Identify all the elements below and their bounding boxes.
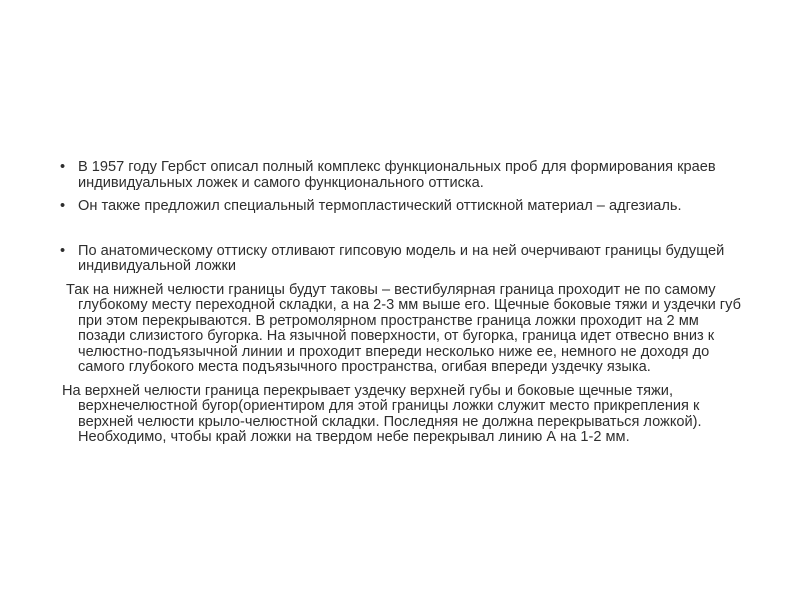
bullet-dot-icon: • — [60, 198, 66, 214]
bullet-dot-icon: • — [60, 242, 66, 259]
bullet-text-3: По анатомическому оттиску отливают гипсовую модель и на ней очерчивают границы будущей индивидуальной ложки — [78, 242, 725, 274]
bullet-dot-icon: • — [60, 159, 66, 175]
paragraph-upper-jaw: На верхней челюсти граница перекрывает уздечку верхней губы и боковые щечные тяжи, верхнечелюстной бугор(ориентиром для этой границы ложки служит место прикрепления к верхней челюсти крыло-челюстной складки. Последняя не должна перекрываться ложкой). Необходимо, чтобы край ложки на твердом небе перекрывал линию А на 1-2 мм. — [62, 382, 702, 445]
bullet-text-2: Он также предложил специальный термопластический оттискной материал – адгезиаль. — [78, 198, 682, 214]
paragraph-lower-jaw: Так на нижней челюсти границы будут таковы – вестибулярная граница проходит не по самому глубокому месту переходной складки, а на 2-3 мм выше его. Щечные боковые тяжи и уздечки губ при этом перекрываются. В ретромолярном пространстве граница ложки проходит на 2 мм позади слизистого бугорка. На язычной поверхности, от бугорка, граница идет отвесно вниз к челюстно-подъязычной линии и проходит впереди несколько ниже ее, немного не доходя до самого глубокого места подъязычного пространства, огибая впереди уздечку языка. — [66, 281, 741, 375]
slide-body — [58, 160, 748, 446]
bullet-item-1 — [58, 160, 748, 191]
bullet-item-2 — [58, 199, 748, 215]
bullet-text-1: В 1957 году Гербст описал полный комплекс функциональных проб для формирования краев индивидуальных ложек и самого функционального оттиска. — [78, 159, 716, 191]
bullet-item-3 — [58, 244, 748, 275]
